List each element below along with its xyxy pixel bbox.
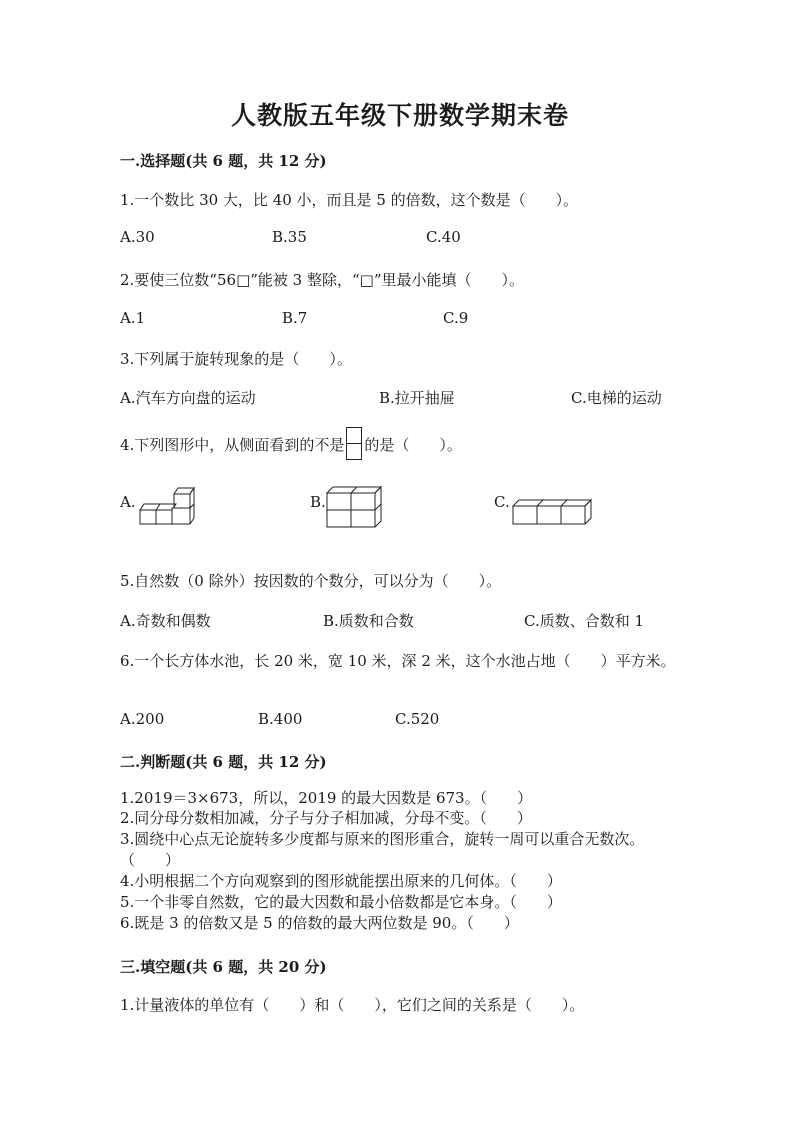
q4-option-c-cube-figure: [511, 498, 593, 530]
section-3-heading: 三.填空题(共 6 题，共 20 分): [120, 958, 327, 976]
question-1-3: 3.下列属于旋转现象的是（ ）。: [120, 350, 352, 368]
judge-item-6: 6.既是 3 的倍数又是 5 的倍数的最大两位数是 90。（ ）: [120, 914, 519, 932]
two-square-stack-figure: [346, 427, 362, 465]
section-2-heading: 二.判断题(共 6 题，共 12 分): [120, 753, 327, 771]
question-1-4: [120, 427, 462, 465]
judge-item-2: 2.同分母分数相加减，分子与分子相加减，分母不变。（ ）: [120, 809, 532, 827]
q5-option-c: C.质数、合数和 1: [524, 612, 645, 630]
q4-option-a-cube-figure: [138, 486, 198, 532]
question-1-6: 6.一个长方体水池，长 20 米，宽 10 米，深 2 米，这个水池占地（ ）平方米。: [120, 652, 676, 670]
q5-option-b: B.质数和合数: [323, 612, 414, 630]
q4-option-b: B.: [310, 493, 326, 511]
section-1-heading: 一.选择题(共 6 题，共 12 分): [120, 152, 327, 170]
question-3-1: 1.计量液体的单位有（ ）和（ ），它们之间的关系是（ ）。: [120, 996, 585, 1014]
q2-option-c: C.9: [443, 309, 469, 327]
q4-option-a: A.: [120, 493, 136, 511]
page-title: 人教版五年级下册数学期末卷: [230, 101, 569, 130]
question-1-5: 5.自然数（0 除外）按因数的个数分，可以分为（ ）。: [120, 572, 502, 590]
q1-option-a: A.30: [120, 228, 155, 246]
q1-option-b: B.35: [272, 228, 307, 246]
q2-option-a: A.1: [120, 309, 146, 327]
q3-option-c: C.电梯的运动: [571, 389, 662, 407]
judge-item-5: 5.一个非零自然数，它的最大因数和最小倍数都是它本身。（ ）: [120, 893, 562, 911]
q6-option-a: A.200: [120, 710, 165, 728]
q4-option-b-cube-figure: [325, 485, 383, 533]
judge-item-1: 1.2019＝3×673，所以，2019 的最大因数是 673。（ ）: [120, 789, 533, 807]
judge-item-3: 3.圆绕中心点无论旋转多少度都与原来的图形重合，旋转一周可以重合无数次。 （ ）: [120, 830, 667, 869]
q3-option-b: B.拉开抽屉: [379, 389, 455, 407]
q2-option-b: B.7: [282, 309, 308, 327]
q4-text-before: 4.下列图形中，从侧面看到的不是: [120, 436, 345, 454]
q4-text-after: 的是（ ）。: [364, 436, 462, 454]
judge-item-4: 4.小明根据二个方向观察到的图形就能摆出原来的几何体。（ ）: [120, 872, 562, 890]
q4-option-c: C.: [494, 493, 510, 511]
q6-option-c: C.520: [395, 710, 440, 728]
q1-option-c: C.40: [426, 228, 461, 246]
q3-option-a: A.汽车方向盘的运动: [120, 389, 256, 407]
q6-option-b: B.400: [258, 710, 303, 728]
question-1-2: 2.要使三位数“56□”能被 3 整除，“□”里最小能填（ ）。: [120, 271, 524, 289]
question-1-1: 1.一个数比 30 大，比 40 小，而且是 5 的倍数，这个数是（ ）。: [120, 191, 579, 209]
q5-option-a: A.奇数和偶数: [120, 612, 211, 630]
